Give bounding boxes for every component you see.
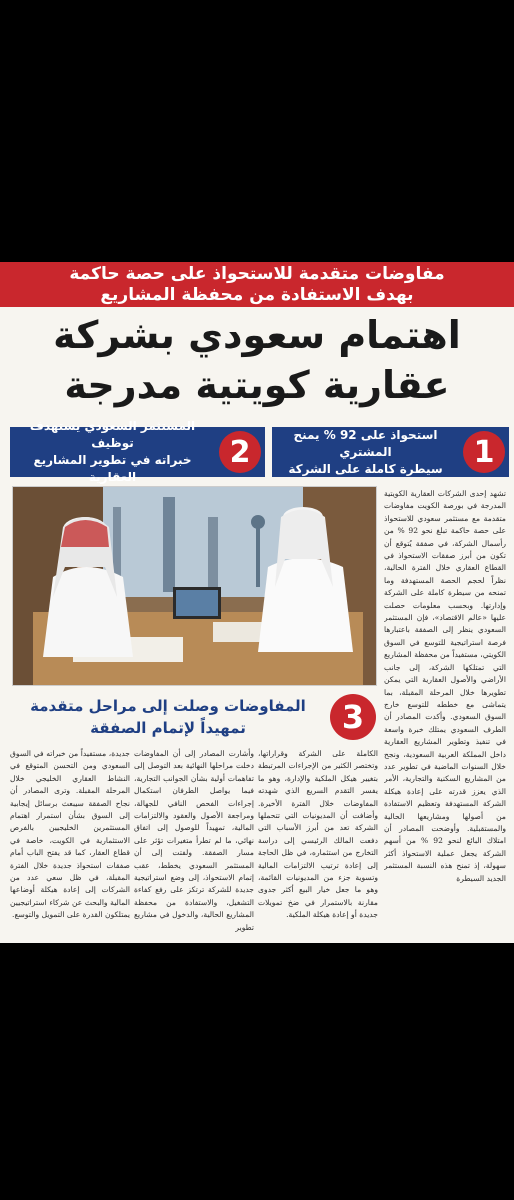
banner-line-2: بهدف الاستفادة من محفظة المشاريع — [100, 285, 414, 305]
headline-line-1: اهتمام سعودي بشركة — [53, 313, 461, 357]
section-3-heading — [10, 690, 380, 744]
meeting-photo — [12, 486, 377, 686]
point-text-1 — [272, 427, 459, 478]
point-2-line-1: المستثمر السعودي يستهدف توظيف — [29, 419, 196, 450]
point-number-1: 1 — [463, 431, 505, 473]
point-number-3: 3 — [330, 694, 376, 740]
main-headline — [0, 310, 514, 410]
point-box-1 — [272, 427, 509, 477]
article-column-bottom-3: جديدة، مستفيداً من خبراته في السوق السعودي ومن التحسن المتوقع في النشاط العقاري الخليجي خلال المرحلة المقبلة. وترى المصادر أن نجاح الصفقة سيبعث برسائل إيجابية إلى السوق بشأن استمرار اهتمام المستثمرين الخليجيين بالفرص الاستثمارية في الكويت، خاصة في قطاع العقار، كما قد يفتح الباب أمام صفقات استحواذ جديدة خلال الفترة المقبلة، في ظل سعي عدد من الشركات إلى إعادة هيكلة أوضاعها المالية والبحث عن شركاء استراتيجيين يمتلكون القدرة على التمويل والتوسع. — [10, 749, 130, 920]
point-text-2 — [10, 418, 215, 486]
banner-line-1: مفاوضات متقدمة للاستحواذ على حصة حاكمة — [69, 264, 445, 284]
article-column-bottom-2: وأشارت المصادر إلى أن المفاوضات دخلت مراحلها النهائية بعد التوصل إلى تفاهمات أولية بشأن الجوانب التجارية، فيما يواصل الطرفان استكمال إجراءات الفحص النافي للجهالة، ومراجعة الأصول والعقود والالتزامات المالية، تمهيداً للوصول إلى اتفاق نهائي، ما لم تطرأ متغيرات تؤثر على مسار الصفقة. ولفتت إلى أن المستثمر السعودي يخطط، عقب إتمام الاستحواذ، إلى وضع استراتيجية جديدة للشركة ترتكز على رفع كفاءة التشغيل، والاستفادة من محفظة المشاريع الحالية، والدخول في مشاريع تطوير — [134, 749, 254, 932]
meeting-photo-illustration — [13, 487, 377, 686]
point-1-line-2: سيطرة كاملة على الشركة — [288, 461, 443, 476]
point-text-3 — [10, 695, 326, 739]
headline-line-2: عقارية كويتية مدرجة — [64, 363, 450, 407]
point-3-line-2: تمهيداً لإتمام الصفقة — [90, 719, 246, 737]
point-3-line-1: المفاوضات وصلت إلى مراحل متقدمة — [30, 697, 306, 715]
point-2-line-2: خبراته في تطوير المشاريع العقارية — [33, 453, 192, 484]
article-column-bottom-1: الكاملة على الشركة وقراراتها، وتختصر الكثير من الإجراءات المرتبطة بتغيير هيكل الملكية والإدارة، وهو ما يفسر التقدم السريع الذي شهدته المفاوضات خلال الفترة الأخيرة. وأضافت أن المديونيات التي تتحملها الشركة تعد من أبرز الأسباب التي دفعت المالك الرئيسي إلى دراسة التخارج من استثماره، في ظل الحاجة إلى إعادة ترتيب الالتزامات المالية وتسوية جزء من المديونيات القائمة، وهو ما جعل خيار البيع أكثر جدوى مقارنة بالاستمرار في ضخ تمويلات جديدة أو إعادة هيكلة الملكية. — [258, 749, 378, 920]
article-column-right: تشهد إحدى الشركات العقارية الكويتية المدرجة في بورصة الكويت مفاوضات متقدمة مع مستثمر سعودي للاستحواذ على حصة حاكمة تبلغ نحو 92 % من رأسمال الشركة، في صفقة يُتوقع أن تكون من أبرز صفقات الاستحواذ في القطاع العقاري خلال الفترة الحالية، نظراً لحجم الحصة المستهدفة وما تمنحه من سيطرة كاملة على الشركة وإدارتها. وبحسب معلومات حصلت عليها «عالم الاقتصاد»، فإن المستثمر السعودي ينظر إلى الصفقة باعتبارها فرصة استراتيجية للتوسع في السوق الكويتي، مستفيداً من محفظة المشاريع التي تمتلكها الشركة، إلى جانب الأراضي والأصول العقارية التي يمكن تطويرها خلال المرحلة المقبلة، بما يتماشى مع خططه للتوسع خارج السوق السعودي. وأكدت المصادر أن الطرف السعودي يمتلك خبرة واسعة في تنفيذ وتطوير المشاريع العقارية داخل المملكة العربية السعودية، ونجح خلال السنوات الماضية في تطوير عدد من المشاريع السكنية والتجارية، الأمر الذي يعزز قدرته على إعادة هيكلة الشركة المستهدفة وتعظيم الاستفادة من أصولها ومشاريعها الحالية والمستقبلية. وأوضحت المصادر أن امتلاك البائع لنحو 92 % من أسهم الشركة يجعل عملية الاستحواذ أكثر سهولة، إذ تمنح هذه النسبة المستثمر الجديد السيطرة — [384, 489, 506, 883]
point-box-2 — [10, 419, 265, 484]
point-number-2: 2 — [219, 431, 261, 473]
point-1-line-1: استحواذ على 92 % يمنح المشتري — [293, 427, 438, 459]
newspaper-page — [0, 262, 514, 943]
top-banner — [0, 262, 514, 307]
